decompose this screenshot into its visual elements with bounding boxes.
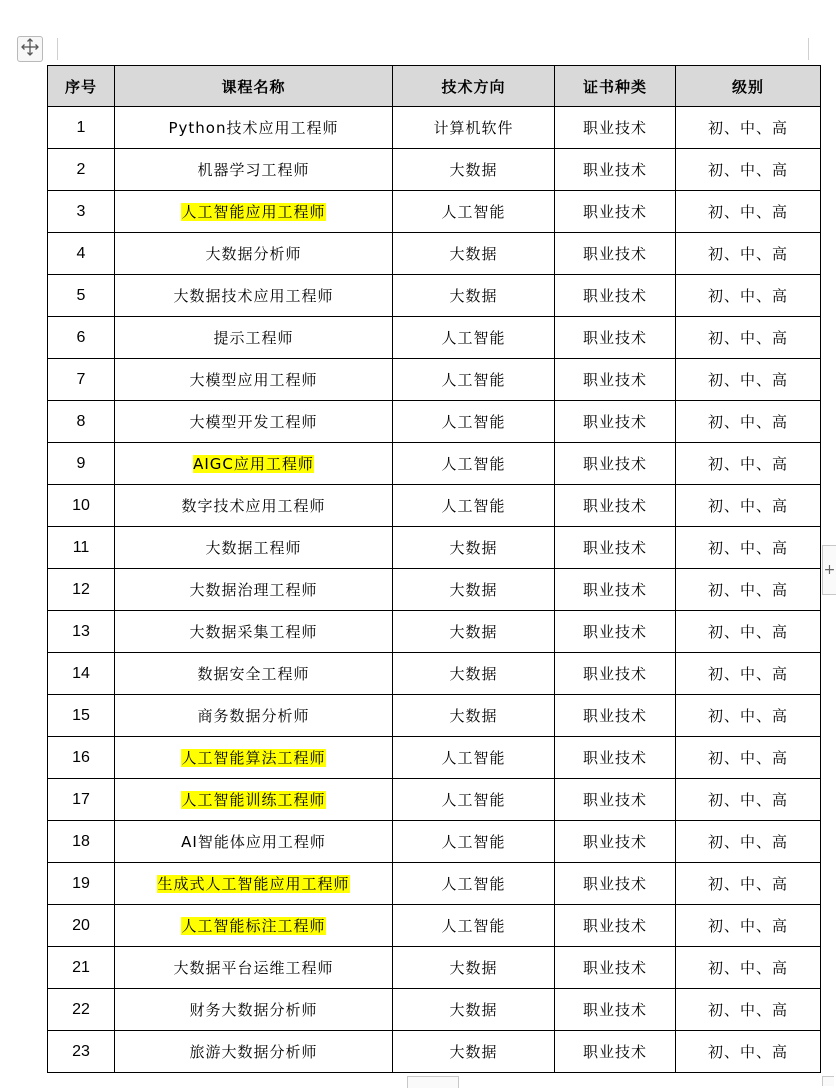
table-row [48,233,821,275]
cell-direction[interactable]: 大数据 [393,275,555,317]
highlighted-course-name: 人工智能算法工程师 [181,749,326,767]
cell-course-name[interactable]: 提示工程师 [115,317,393,359]
cell-cert-type[interactable]: 职业技术 [555,149,676,191]
cell-cert-type[interactable]: 职业技术 [555,653,676,695]
cell-direction[interactable]: 人工智能 [393,401,555,443]
cell-cert-type[interactable]: 职业技术 [555,779,676,821]
cell-direction[interactable]: 大数据 [393,233,555,275]
cell-no[interactable]: 1 [48,107,115,149]
cell-direction[interactable]: 大数据 [393,947,555,989]
cell-level[interactable]: 初、中、高 [676,443,821,485]
cell-cert-type[interactable]: 职业技术 [555,401,676,443]
cell-cert-type[interactable]: 职业技术 [555,989,676,1031]
cell-cert-type[interactable]: 职业技术 [555,737,676,779]
cell-direction[interactable]: 大数据 [393,569,555,611]
cell-no[interactable]: 5 [48,275,115,317]
table-row [48,779,821,821]
cell-direction[interactable]: 人工智能 [393,779,555,821]
cell-level[interactable]: 初、中、高 [676,191,821,233]
cell-level[interactable]: 初、中、高 [676,737,821,779]
cell-cert-type[interactable]: 职业技术 [555,527,676,569]
cell-level[interactable]: 初、中、高 [676,149,821,191]
cell-course-name[interactable]: 大数据工程师 [115,527,393,569]
cell-cert-type[interactable]: 职业技术 [555,947,676,989]
cell-direction[interactable]: 大数据 [393,695,555,737]
cell-cert-type[interactable]: 职业技术 [555,611,676,653]
cell-course-name[interactable]: 商务数据分析师 [115,695,393,737]
cell-course-name[interactable]: 大数据分析师 [115,233,393,275]
table-row [48,653,821,695]
cell-cert-type[interactable]: 职业技术 [555,233,676,275]
cell-cert-type[interactable]: 职业技术 [555,485,676,527]
table-row [48,359,821,401]
plus-icon: + [823,562,836,578]
cell-level[interactable]: 初、中、高 [676,359,821,401]
cell-cert-type[interactable]: 职业技术 [555,317,676,359]
cell-course-name[interactable]: 大数据治理工程师 [115,569,393,611]
header-direction: 技术方向 [393,66,555,107]
cell-course-name[interactable] [115,737,393,779]
cell-level[interactable]: 初、中、高 [676,317,821,359]
cell-no[interactable]: 14 [48,653,115,695]
table-row [48,317,821,359]
table-row [48,821,821,863]
cell-cert-type[interactable]: 职业技术 [555,569,676,611]
cell-course-name[interactable]: 旅游大数据分析师 [115,1031,393,1073]
table-row [48,737,821,779]
cell-direction[interactable]: 大数据 [393,989,555,1031]
cell-course-name[interactable]: 大模型应用工程师 [115,359,393,401]
table-row [48,149,821,191]
highlighted-course-name: 人工智能应用工程师 [181,203,326,221]
cell-course-name[interactable]: 大数据采集工程师 [115,611,393,653]
cell-course-name[interactable] [115,863,393,905]
table-row [48,947,821,989]
cell-cert-type[interactable]: 职业技术 [555,905,676,947]
cell-direction[interactable]: 人工智能 [393,191,555,233]
cell-level[interactable]: 初、中、高 [676,821,821,863]
cell-direction[interactable]: 大数据 [393,653,555,695]
cell-cert-type[interactable]: 职业技术 [555,359,676,401]
table-row [48,611,821,653]
cell-direction[interactable]: 人工智能 [393,443,555,485]
course-table [47,65,821,1073]
cell-no[interactable]: 3 [48,191,115,233]
cell-course-name[interactable] [115,779,393,821]
cell-no[interactable]: 10 [48,485,115,527]
cell-level[interactable]: 初、中、高 [676,947,821,989]
cell-no[interactable]: 8 [48,401,115,443]
cell-level[interactable]: 初、中、高 [676,275,821,317]
cell-course-name[interactable]: Python技术应用工程师 [115,107,393,149]
add-column-handle[interactable] [822,545,836,595]
highlighted-course-name: 人工智能训练工程师 [181,791,326,809]
cell-no[interactable]: 20 [48,905,115,947]
highlighted-course-name: 生成式人工智能应用工程师 [157,875,350,893]
table-row [48,485,821,527]
table-row [48,443,821,485]
cell-cert-type[interactable]: 职业技术 [555,1031,676,1073]
cell-no[interactable]: 18 [48,821,115,863]
cell-no[interactable]: 21 [48,947,115,989]
cell-no[interactable]: 19 [48,863,115,905]
cell-course-name[interactable]: 数字技术应用工程师 [115,485,393,527]
cell-direction[interactable]: 大数据 [393,149,555,191]
cell-level[interactable]: 初、中、高 [676,863,821,905]
cell-direction[interactable]: 人工智能 [393,359,555,401]
table-row [48,989,821,1031]
cell-direction[interactable]: 人工智能 [393,737,555,779]
table-row [48,1031,821,1073]
table-row [48,863,821,905]
cell-no[interactable]: 16 [48,737,115,779]
table-row [48,527,821,569]
cell-course-name[interactable] [115,443,393,485]
cell-level[interactable]: 初、中、高 [676,485,821,527]
cell-no[interactable]: 17 [48,779,115,821]
table-row [48,401,821,443]
cell-direction[interactable]: 大数据 [393,611,555,653]
cell-level[interactable]: 初、中、高 [676,653,821,695]
cell-cert-type[interactable]: 职业技术 [555,275,676,317]
cell-no[interactable]: 6 [48,317,115,359]
cell-no[interactable]: 4 [48,233,115,275]
table-resize-handle[interactable] [822,1076,834,1086]
cell-course-name[interactable]: AI智能体应用工程师 [115,821,393,863]
cell-level[interactable]: 初、中、高 [676,107,821,149]
cell-cert-type[interactable]: 职业技术 [555,107,676,149]
cell-level[interactable]: 初、中、高 [676,1031,821,1073]
header-level: 级别 [676,66,821,107]
page-margin-marker-left [57,38,58,60]
cell-direction[interactable]: 大数据 [393,527,555,569]
cell-level[interactable]: 初、中、高 [676,569,821,611]
cell-cert-type[interactable]: 职业技术 [555,695,676,737]
cell-level[interactable]: 初、中、高 [676,611,821,653]
cell-course-name[interactable]: 数据安全工程师 [115,653,393,695]
cell-course-name[interactable]: 大数据技术应用工程师 [115,275,393,317]
table-row [48,191,821,233]
table-row [48,695,821,737]
cell-no[interactable]: 11 [48,527,115,569]
cell-level[interactable]: 初、中、高 [676,905,821,947]
highlighted-course-name: AIGC应用工程师 [193,455,314,473]
cell-no[interactable]: 13 [48,611,115,653]
cell-course-name[interactable]: 大模型开发工程师 [115,401,393,443]
cell-level[interactable]: 初、中、高 [676,779,821,821]
move-arrows-icon [20,37,40,61]
cell-direction[interactable]: 计算机软件 [393,107,555,149]
cell-no[interactable]: 12 [48,569,115,611]
highlighted-course-name: 人工智能标注工程师 [181,917,326,935]
cell-direction[interactable]: 人工智能 [393,905,555,947]
add-row-handle[interactable] [407,1076,459,1088]
cell-level[interactable]: 初、中、高 [676,233,821,275]
cell-no[interactable]: 2 [48,149,115,191]
table-row [48,569,821,611]
cell-no[interactable]: 23 [48,1031,115,1073]
cell-no[interactable]: 22 [48,989,115,1031]
cell-direction[interactable]: 人工智能 [393,821,555,863]
header-no: 序号 [48,66,115,107]
cell-direction[interactable]: 人工智能 [393,863,555,905]
cell-direction[interactable]: 人工智能 [393,317,555,359]
table-row [48,107,821,149]
cell-no[interactable]: 7 [48,359,115,401]
header-cert-type: 证书种类 [555,66,676,107]
cell-no[interactable]: 9 [48,443,115,485]
cell-level[interactable]: 初、中、高 [676,695,821,737]
cell-cert-type[interactable]: 职业技术 [555,821,676,863]
header-course-name: 课程名称 [115,66,393,107]
cell-direction[interactable]: 大数据 [393,1031,555,1073]
cell-no[interactable]: 15 [48,695,115,737]
cell-course-name[interactable]: 大数据平台运维工程师 [115,947,393,989]
cell-level[interactable]: 初、中、高 [676,989,821,1031]
cell-direction[interactable]: 人工智能 [393,485,555,527]
table-header-row [48,66,821,107]
table-row [48,905,821,947]
cell-cert-type[interactable]: 职业技术 [555,443,676,485]
table-move-handle[interactable] [17,36,43,62]
table-row [48,275,821,317]
cell-cert-type[interactable]: 职业技术 [555,191,676,233]
cell-cert-type[interactable]: 职业技术 [555,863,676,905]
cell-course-name[interactable]: 财务大数据分析师 [115,989,393,1031]
cell-course-name[interactable] [115,191,393,233]
cell-level[interactable]: 初、中、高 [676,527,821,569]
cell-course-name[interactable]: 机器学习工程师 [115,149,393,191]
cell-course-name[interactable] [115,905,393,947]
cell-level[interactable]: 初、中、高 [676,401,821,443]
page-margin-marker-right [808,38,809,60]
